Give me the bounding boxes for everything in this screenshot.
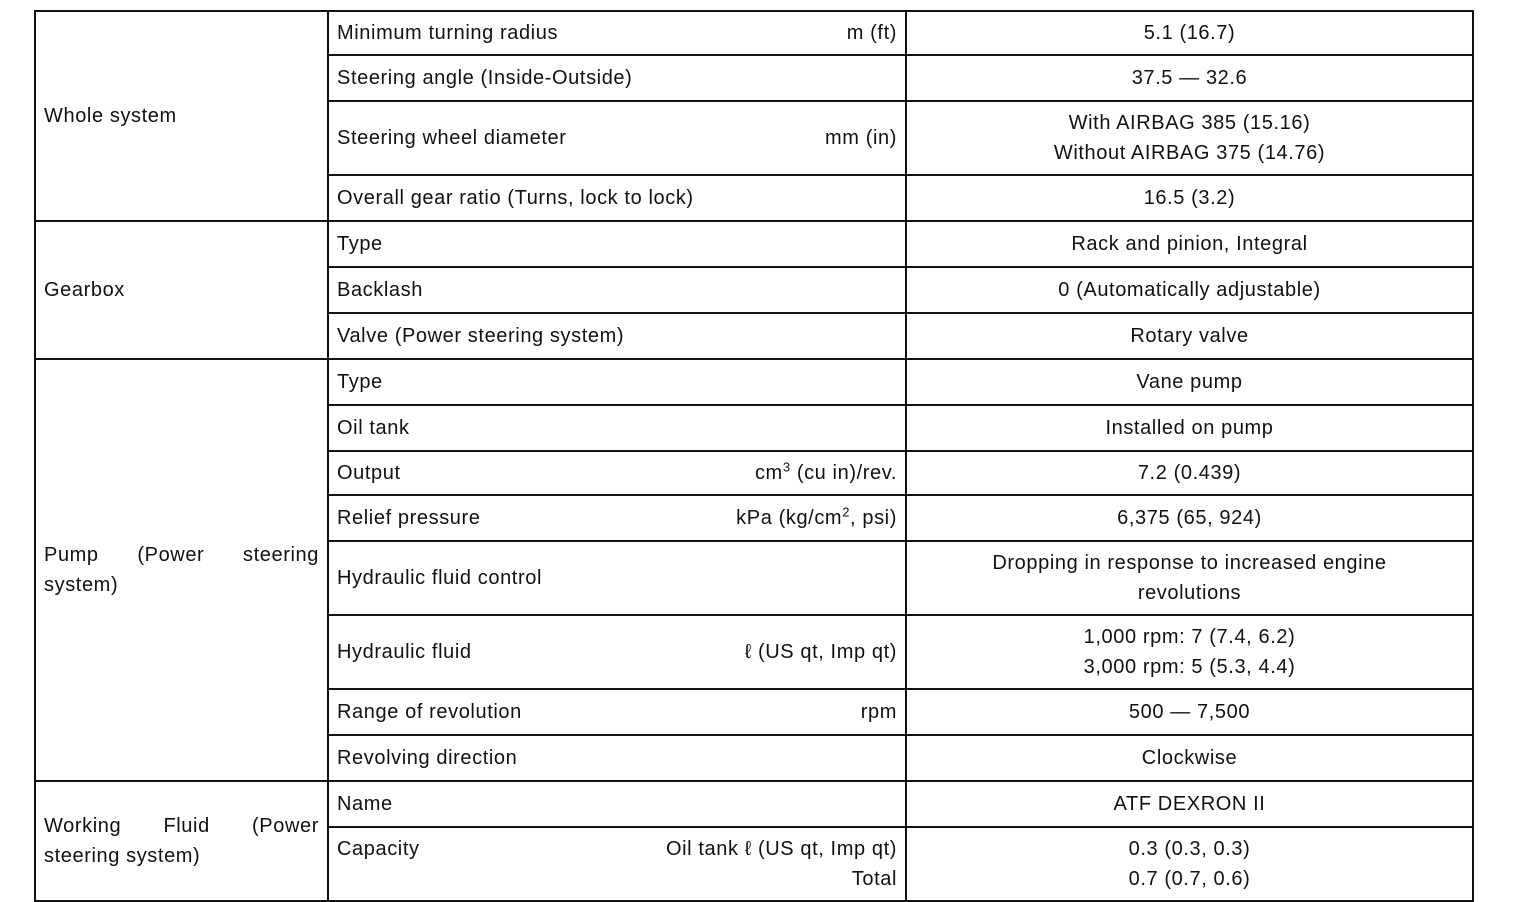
value-cell: Clockwise: [906, 735, 1473, 781]
value-cell: 5.1 (16.7): [906, 11, 1473, 55]
group-pump: Pump (Power steering system): [35, 359, 328, 781]
value-cell: Rotary valve: [906, 313, 1473, 359]
value-cell: [906, 615, 1473, 689]
value-cell: 0 (Automatically adjustable): [906, 267, 1473, 313]
value-cell: Vane pump: [906, 359, 1473, 405]
value-cell: Installed on pump: [906, 405, 1473, 451]
item-label: Relief pressure: [337, 506, 481, 529]
item-label: Steering wheel diameter: [337, 126, 567, 149]
value-line: With AIRBAG 385 (15.16): [1068, 112, 1311, 134]
table-row: [35, 11, 1473, 55]
item-label: Backlash: [337, 278, 423, 301]
value-cell: ATF DEXRON II: [906, 781, 1473, 827]
item-unit: m (ft): [846, 21, 897, 44]
value-cell: 6,375 (65, 924): [906, 495, 1473, 541]
row-label-cell: [328, 781, 906, 827]
item-label: Steering angle (Inside-Outside): [337, 66, 633, 89]
item-unit: kPa ($kg/cm^2$, psi): [736, 503, 897, 529]
value-cell: [906, 827, 1473, 901]
item-label: Capacity: [337, 838, 420, 860]
value-line: 3,000 rpm: 5 (5.3, 4.4): [1083, 656, 1296, 678]
row-label-cell: [328, 451, 906, 495]
item-unit: rpm: [860, 700, 897, 723]
row-label-cell: [328, 267, 906, 313]
row-label-cell: [328, 541, 906, 615]
value-line: Dropping in response to increased engine revolutions: [992, 552, 1387, 604]
row-label-cell: [328, 55, 906, 101]
item-label: Hydraulic fluid: [337, 640, 472, 663]
item-label: Name: [337, 792, 393, 815]
item-label: Revolving direction: [337, 746, 518, 769]
row-label-cell: [328, 359, 906, 405]
spec-table-wrapper: [34, 10, 1474, 902]
value-cell: [906, 101, 1473, 175]
row-label-cell: [328, 615, 906, 689]
row-label-cell: [328, 11, 906, 55]
value-cell: 37.5 — 32.6: [906, 55, 1473, 101]
item-label: Output: [337, 461, 401, 484]
row-label-cell: [328, 735, 906, 781]
value-line: 0.7 (0.7, 0.6): [1128, 868, 1251, 890]
row-label-cell: [328, 827, 906, 901]
item-unit: $cm^3$ (cu in)/rev.: [754, 458, 897, 484]
item-label: Type: [337, 232, 383, 255]
value-cell: 16.5 (3.2): [906, 175, 1473, 221]
row-label-cell: [328, 405, 906, 451]
table-row: [35, 221, 1473, 267]
item-unit: ℓ (US qt, Imp qt): [744, 640, 897, 663]
item-label: Range of revolution: [337, 700, 522, 723]
row-label-cell: [328, 221, 906, 267]
row-label-cell: [328, 101, 906, 175]
value-line: Without AIRBAG 375 (14.76): [1053, 142, 1326, 164]
item-unit: mm (in): [825, 126, 897, 149]
group-gearbox: Gearbox: [35, 221, 328, 359]
value-line: 0.3 (0.3, 0.3): [1128, 838, 1251, 860]
row-label-cell: [328, 495, 906, 541]
group-working-fluid: Working Fluid (Power steering system): [35, 781, 328, 901]
table-row: [35, 781, 1473, 827]
group-whole-system: Whole system: [35, 11, 328, 221]
value-cell: 500 — 7,500: [906, 689, 1473, 735]
row-label-cell: [328, 313, 906, 359]
item-label: Oil tank: [337, 416, 410, 439]
item-label: Minimum turning radius: [337, 21, 559, 44]
item-label: Valve (Power steering system): [337, 324, 625, 347]
steering-spec-table: [34, 10, 1474, 902]
value-cell: Rack and pinion, Integral: [906, 221, 1473, 267]
item-label: Type: [337, 370, 383, 393]
item-label: Overall gear ratio (Turns, lock to lock): [337, 186, 694, 209]
table-row: [35, 359, 1473, 405]
value-line: 1,000 rpm: 7 (7.4, 6.2): [1083, 626, 1296, 648]
item-unit: Oil tank ℓ (US qt, Imp qt) Total: [665, 838, 897, 890]
value-cell: 7.2 (0.439): [906, 451, 1473, 495]
row-label-cell: [328, 689, 906, 735]
value-cell: [906, 541, 1473, 615]
row-label-cell: [328, 175, 906, 221]
item-label: Hydraulic fluid control: [337, 566, 542, 589]
